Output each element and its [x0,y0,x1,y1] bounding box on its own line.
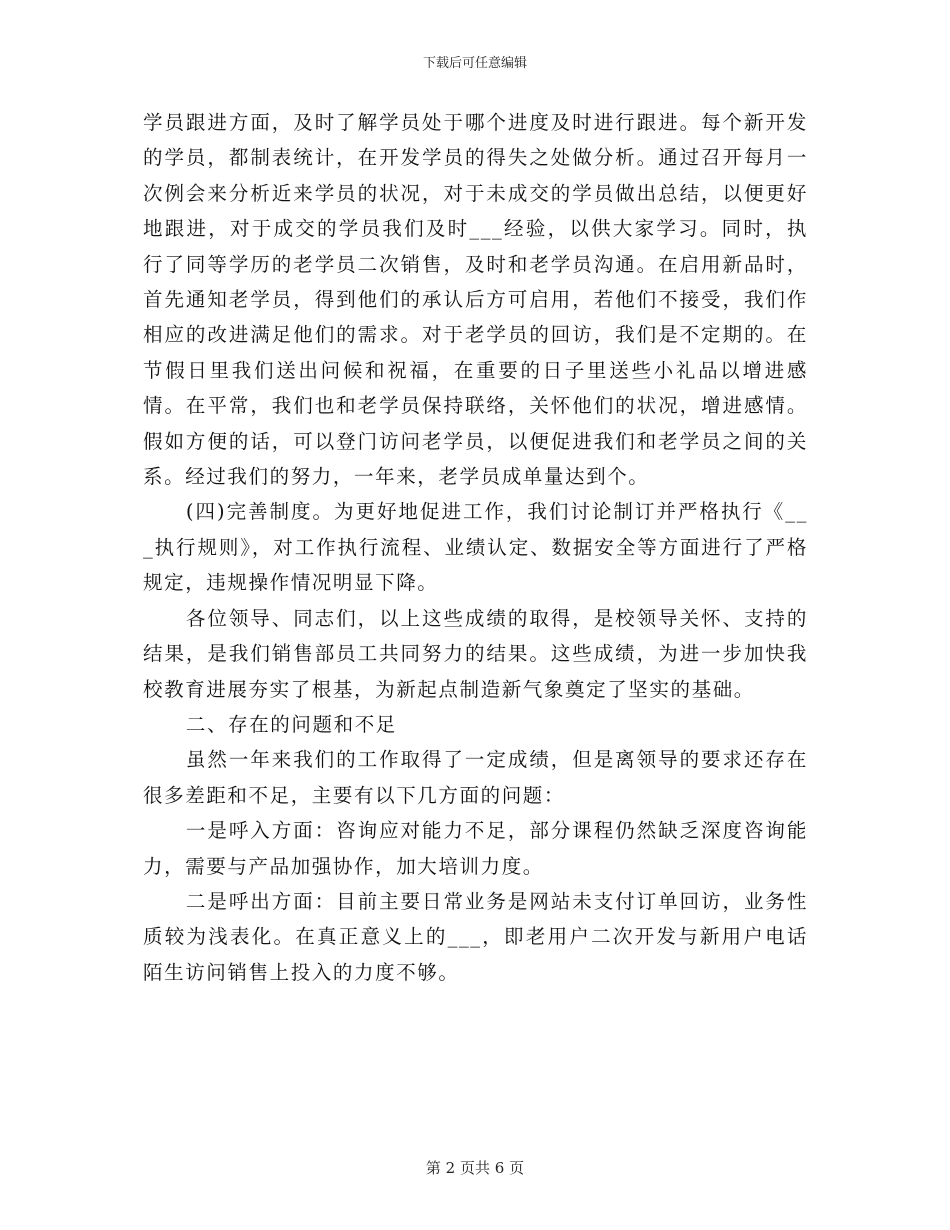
paragraph-outbound-issue: 二是呼出方面：目前主要日常业务是网站未支付订单回访，业务性质较为浅表化。在真正意义上的___，即老用户二次开发与新用户电话陌生访问销售上投入的力度不够。 [143,889,808,984]
paragraph-problems-intro: 虽然一年来我们的工作取得了一定成绩，但是离领导的要求还存在很多差距和不足，主要有以下几方面的问题： [143,748,808,807]
paragraph-student-follow-up: 学员跟进方面，及时了解学员处于哪个进度及时进行跟进。每个新开发的学员，都制表统计，在开发学员的得失之处做分析。通过召开每月一次例会来分析近来学员的状况，对于未成交的学员做出总结，以便更好地跟进，对于成交的学员我们及时___经验，以供大家学习。同时，执行了同等学历的老学员二次销售，及时和老学员沟通。在启用新品时，首先通知老学员，得到他们的承认后方可启用，若他们不接受，我们作相应的改进满足他们的需求。对于老学员的回访，我们是不定期的。在节假日里我们送出问候和祝福，在重要的日子里送些小礼品以增进感情。在平常，我们也和老学员保持联络，关怀他们的状况，增进感情。假如方便的话，可以登门访问老学员，以便促进我们和老学员之间的关系。经过我们的努力，一年来，老学员成单量达到个。 [143,111,808,489]
section-heading-problems: 二、存在的问题和不足 [185,712,397,736]
paragraph-achievements-summary: 各位领导、同志们，以上这些成绩的取得，是校领导关怀、支持的结果，是我们销售部员工共同努力的结果。这些成绩，为进一步加快我校教育进展夯实了根基，为新起点制造新气象奠定了坚实的基础。 [143,606,808,701]
paragraph-improve-system: (四)完善制度。为更好地促进工作，我们讨论制订并严格执行《___执行规则》，对工作执行流程、业绩认定、数据安全等方面进行了严格规定，违规操作情况明显下降。 [143,500,808,595]
page-header: 下载后可任意编辑 [422,56,527,71]
page-number-footer: 第 2 页共 6 页 [425,1159,525,1177]
document-body [143,105,808,990]
paragraph-inbound-issue: 一是呼入方面：咨询应对能力不足，部分课程仍然缺乏深度咨询能力，需要与产品加强协作，加大培训力度。 [143,819,808,878]
